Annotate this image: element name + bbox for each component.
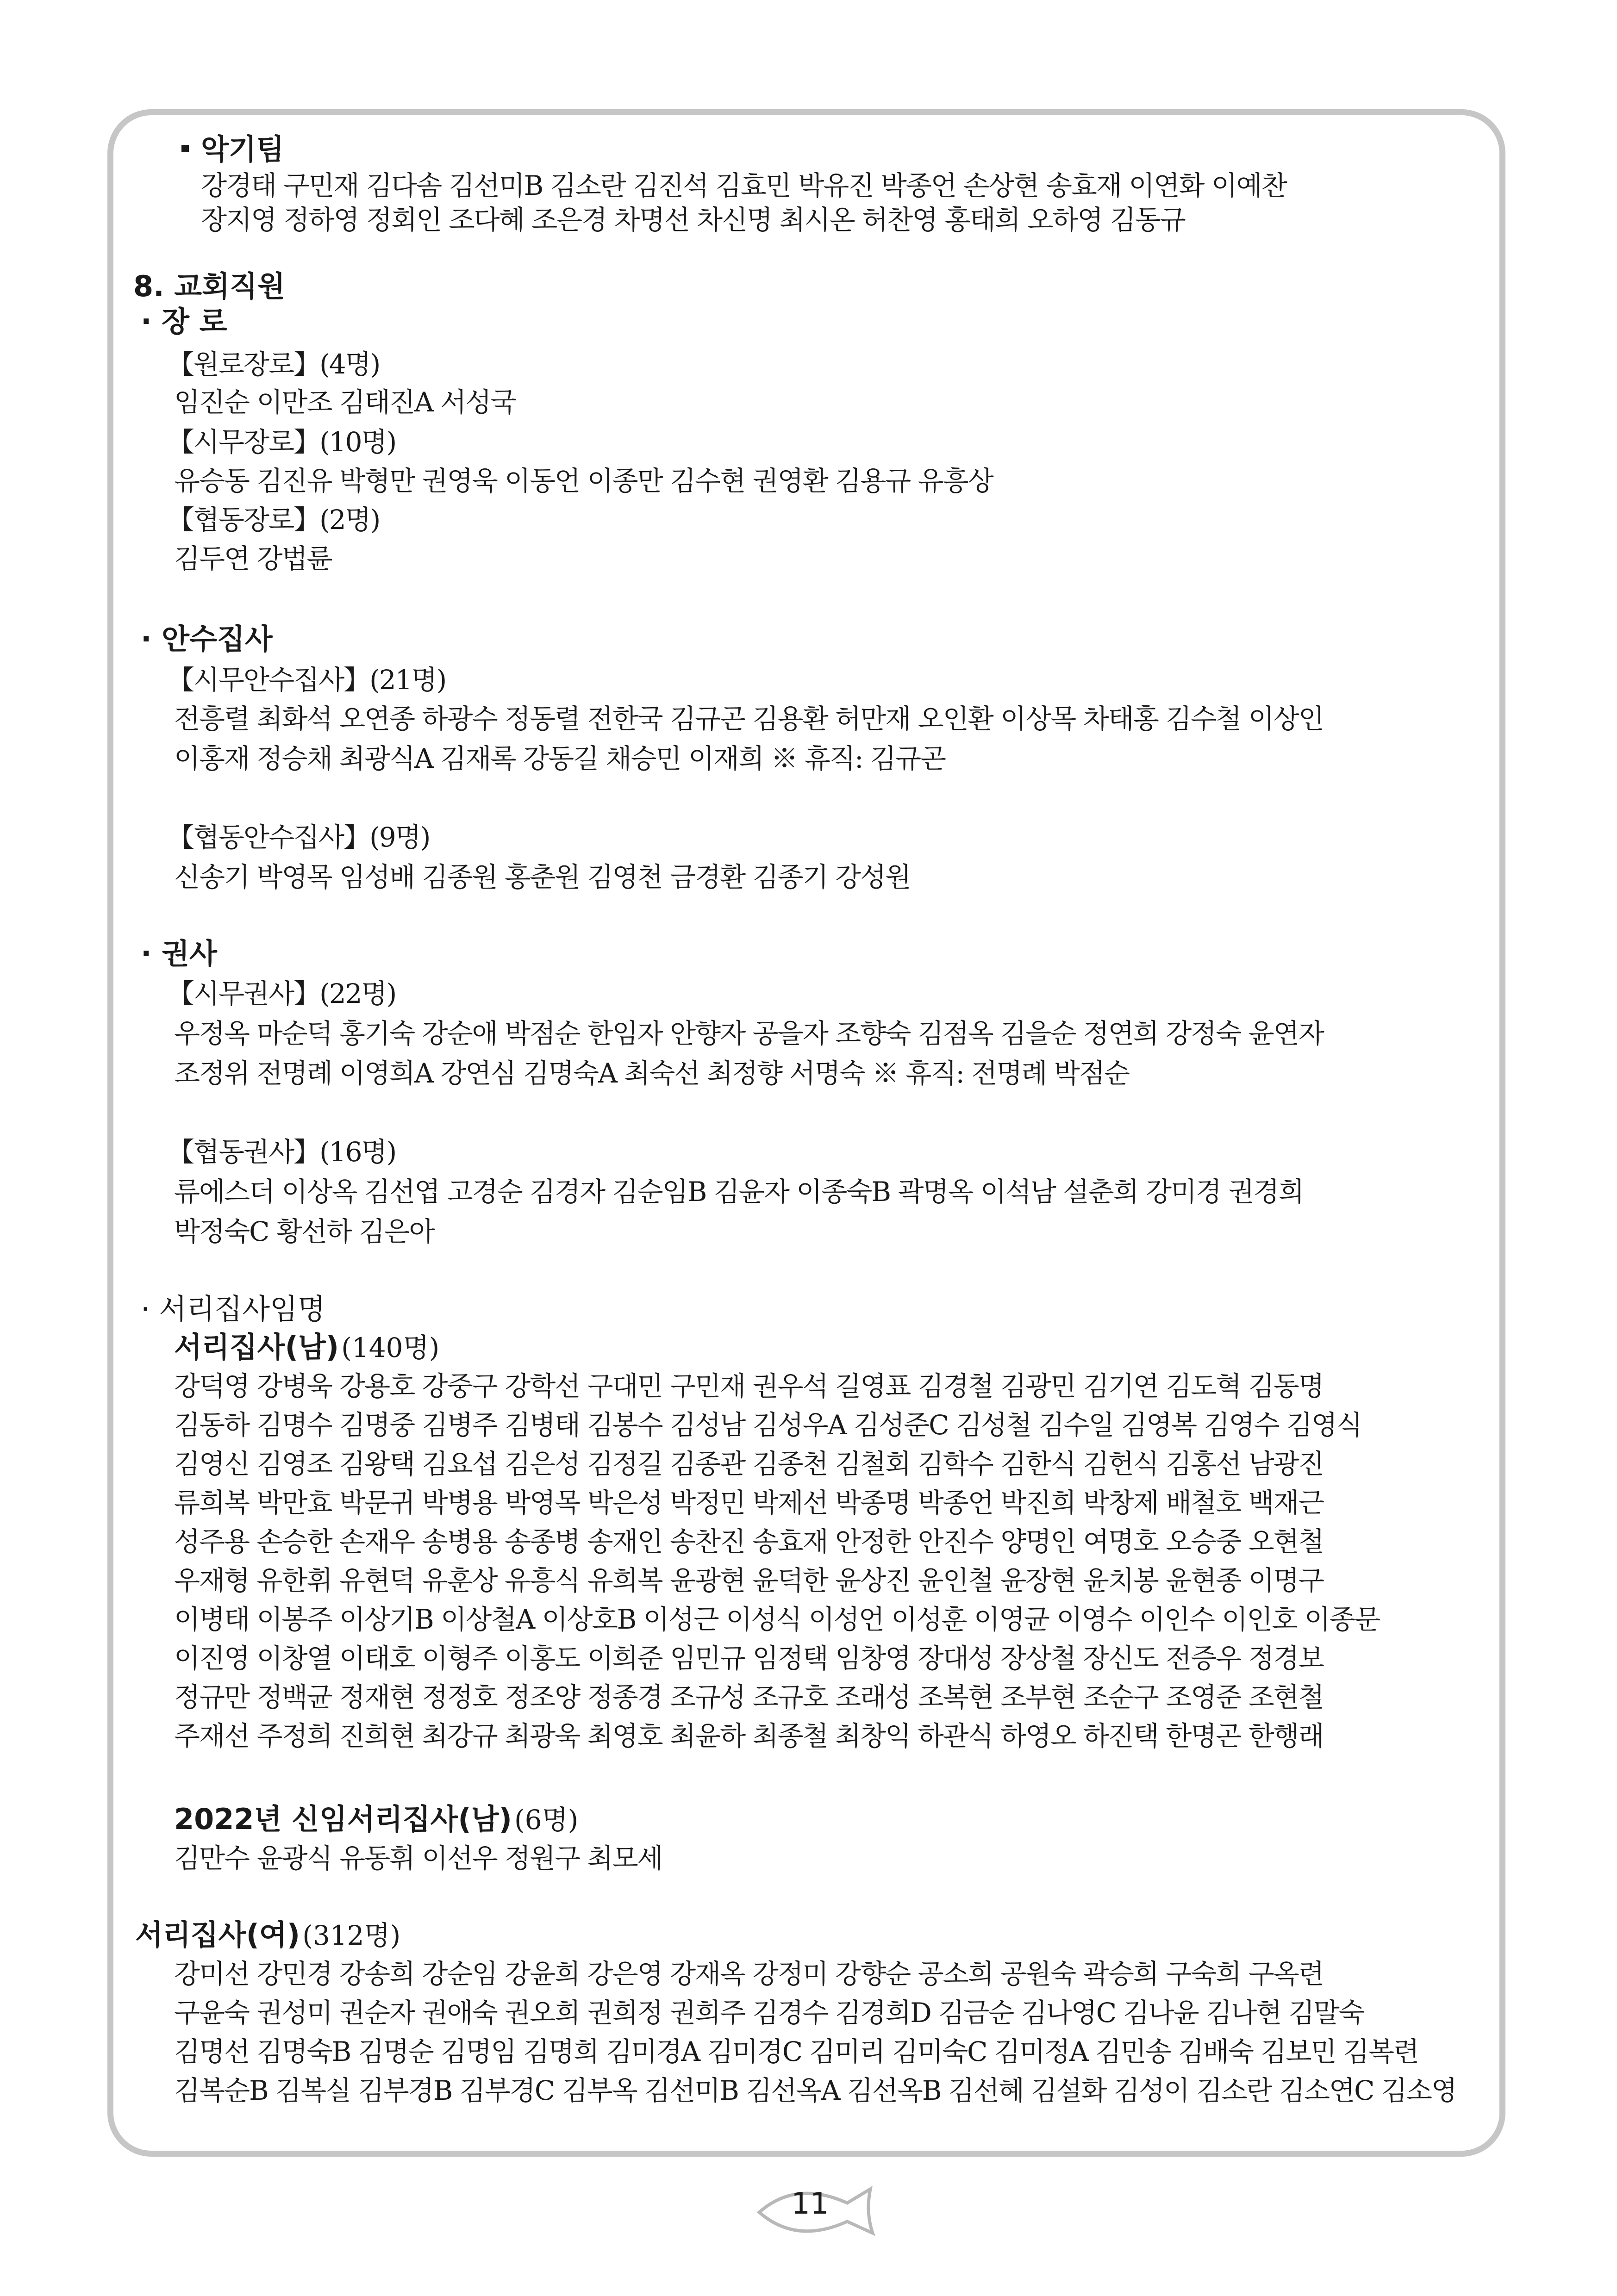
kwonsa-group-1-line-1: 우정옥 마순덕 홍기숙 강순애 박점순 한임자 안향자 공을자 조향숙 김점옥 김을순 정연희 강정숙 윤연자 xyxy=(174,1018,1324,1049)
seori-male-heading xyxy=(174,1330,440,1364)
seori-male-line-6: 우재형 유한휘 유현덕 유훈상 유흥식 유희복 윤광현 윤덕한 윤상진 윤인철 윤장현 윤치봉 윤현종 이명구 xyxy=(174,1565,1324,1596)
elders-title: · 장 로 xyxy=(141,305,227,338)
kwonsa-group-1-label: 【시무권사】(22명) xyxy=(168,978,396,1009)
seori-male-count: (140명) xyxy=(341,1332,440,1363)
elders-group-3-label: 【협동장로】(2명) xyxy=(168,504,380,535)
deacons-group-2-line-1: 신송기 박영목 임성배 김종원 홍춘원 김영천 금경환 김종기 강성원 xyxy=(174,861,911,893)
seori-female-line-2: 구윤숙 권성미 권순자 권애숙 권오희 권희정 권희주 김경수 김경희D 김금순 김나영C 김나윤 김나현 김말숙 xyxy=(174,1997,1364,2028)
elders-group-3-line: 김두연 강법륜 xyxy=(174,543,332,574)
kwonsa-group-2-line-1: 류에스더 이상옥 김선엽 고경순 김경자 김순임B 김윤자 이종숙B 곽명옥 이석남 설춘희 강미경 권경희 xyxy=(174,1176,1304,1207)
seori-male-line-3: 김영신 김영조 김왕택 김요섭 김은성 김정길 김종관 김종천 김철회 김학수 김한식 김헌식 김홍선 남광진 xyxy=(174,1448,1324,1480)
seori-female-label: 서리집사(여) xyxy=(135,1918,300,1952)
seori-male-label: 서리집사(남) xyxy=(174,1330,339,1364)
kwonsa-title: · 권사 xyxy=(141,937,217,971)
akgi-heading xyxy=(181,132,284,166)
seori-male-line-4: 류희복 박만효 박문귀 박병용 박영목 박은성 박정민 박제선 박종명 박종언 박진희 박창제 배철호 백재근 xyxy=(174,1487,1324,1518)
seori-male-line-1: 강덕영 강병욱 강용호 강중구 강학선 구대민 구민재 권우석 길영표 김경철 김광민 김기연 김도혁 김동명 xyxy=(174,1370,1324,1402)
elders-group-2-line: 유승동 김진유 박형만 권영욱 이동언 이종만 김수현 권영환 김용규 유흥상 xyxy=(174,465,993,497)
kwonsa-group-2-line-2: 박정숙C 황선하 김은아 xyxy=(174,1216,434,1247)
deacons-group-1-line-1: 전흥렬 최화석 오연종 하광수 정동렬 전한국 김규곤 김용환 허만재 오인환 이상목 차태홍 김수철 이상인 xyxy=(174,703,1324,734)
seori-female-heading xyxy=(135,1918,401,1952)
deacons-group-1-label: 【시무안수집사】(21명) xyxy=(168,664,446,696)
seori-male-line-2: 김동하 김명수 김명중 김병주 김병태 김봉수 김성남 김성우A 김성준C 김성철 김수일 김영복 김영수 김영식 xyxy=(174,1409,1362,1441)
staff-title: 8. 교회직원 xyxy=(133,269,285,303)
kwonsa-group-1-line-2: 조정위 전명례 이영희A 강연심 김명숙A 최숙선 최정향 서명숙 ※ 휴직: 전명례 박점순 xyxy=(174,1058,1130,1089)
seori-new-line-1: 김만수 윤광식 유동휘 이선우 정원구 최모세 xyxy=(174,1842,662,1874)
seori-male-line-10: 주재선 주정희 진희현 최강규 최광욱 최영호 최윤하 최종철 최창익 하관식 하영오 하진택 한명곤 한행래 xyxy=(174,1720,1324,1752)
seori-new-count: (6명) xyxy=(514,1804,579,1836)
seori-title: · 서리집사임명 xyxy=(141,1292,325,1326)
elders-group-1-label: 【원로장로】(4명) xyxy=(168,348,380,380)
seori-female-line-4: 김복순B 김복실 김부경B 김부경C 김부옥 김선미B 김선옥A 김선옥B 김선혜 김설화 김성이 김소란 김소연C 김소영 xyxy=(174,2075,1456,2106)
seori-female-line-3: 김명선 김명숙B 김명순 김명임 김명희 김미경A 김미경C 김미리 김미숙C 김미정A 김민송 김배숙 김보민 김복련 xyxy=(174,2036,1419,2067)
seori-male-line-7: 이병태 이봉주 이상기B 이상철A 이상호B 이성근 이성식 이성언 이성훈 이영균 이영수 이인수 이인호 이종문 xyxy=(174,1604,1380,1635)
seori-new-heading xyxy=(174,1802,579,1836)
deacons-title: · 안수집사 xyxy=(141,622,273,656)
seori-male-line-8: 이진영 이창열 이태호 이형주 이홍도 이희준 임민규 임정택 임창영 장대성 장상철 장신도 전증우 정경보 xyxy=(174,1643,1324,1674)
square-bullet-icon xyxy=(181,145,189,152)
seori-female-line-1: 강미선 강민경 강송희 강순임 강윤희 강은영 강재옥 강정미 강향순 공소희 공원숙 곽승희 구숙희 구옥련 xyxy=(174,1958,1324,1990)
elders-group-1-line: 임진순 이만조 김태진A 서성국 xyxy=(174,386,516,418)
deacons-group-1-line-2: 이홍재 정승채 최광식A 김재록 강동길 채승민 이재희 ※ 휴직: 김규곤 xyxy=(174,743,946,774)
seori-male-line-9: 정규만 정백균 정재현 정정호 정조양 정종경 조규성 조규호 조래성 조복현 조부현 조순구 조영준 조현철 xyxy=(174,1681,1324,1713)
akgi-line-1: 강경태 구민재 김다솜 김선미B 김소란 김진석 김효민 박유진 박종언 손상현 송효재 이연화 이예찬 xyxy=(201,170,1286,201)
page-number: 11 xyxy=(791,2187,829,2221)
akgi-line-2: 장지영 정하영 정회인 조다혜 조은경 차명선 차신명 최시온 허찬영 홍태희 오하영 김동규 xyxy=(201,204,1185,236)
seori-male-line-5: 성주용 손승한 손재우 송병용 송종병 송재인 송찬진 송효재 안정한 안진수 양명인 여명호 오승중 오현철 xyxy=(174,1526,1324,1557)
akgi-title: 악기팀 xyxy=(201,132,284,166)
elders-group-2-label: 【시무장로】(10명) xyxy=(168,426,396,458)
seori-new-label: 2022년 신임서리집사(남) xyxy=(174,1802,512,1836)
seori-female-count: (312명) xyxy=(302,1920,401,1951)
deacons-group-2-label: 【협동안수집사】(9명) xyxy=(168,821,430,853)
kwonsa-group-2-label: 【협동권사】(16명) xyxy=(168,1136,396,1168)
